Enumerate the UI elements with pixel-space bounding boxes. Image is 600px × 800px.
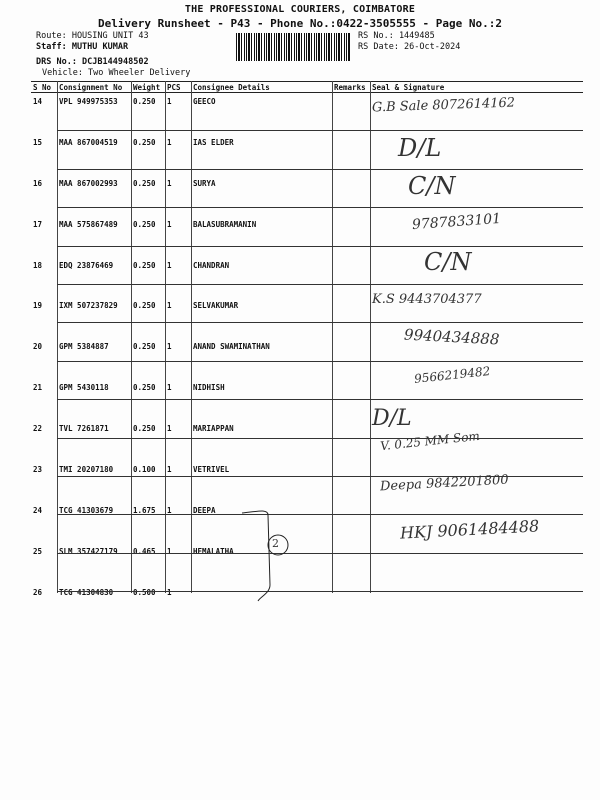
cell-weight: 0.250 [133,260,156,270]
cell-remarks [332,420,370,461]
cell-sno: 20 [33,342,43,352]
cell-pcs: 1 [167,505,172,515]
row-divider [57,130,583,131]
cell-sno: 26 [33,587,43,597]
signature-text: 9566219482 [413,364,491,386]
column-header: PCS [165,82,191,93]
cell-sno: 18 [33,260,43,270]
signature-text: G.B Sale 8072614162 [371,95,516,116]
cell-consignment: TCG 41304830 [59,587,114,597]
cell-consignee: SURYA [193,178,216,188]
cell-sno: 21 [33,383,43,393]
cell-pcs: 1 [167,342,172,352]
cell-pcs: 1 [167,97,172,106]
cell-sno: 14 [33,97,43,106]
cell-consignee: NIDHISH [193,383,225,393]
cell-pcs: 1 [167,546,172,556]
cell-pcs: 1 [167,178,172,188]
table-row [31,338,583,379]
cell-consignment: MAA 867002993 [59,178,118,188]
cell-consignee: BALASUBRAMANIN [193,219,257,229]
row-divider [57,284,583,285]
cell-consignee: CHANDRAN [193,260,230,270]
cell-consignment: TVL 7261871 [59,424,109,434]
cell-remarks [332,543,370,584]
annotation-number: 2 [272,537,279,550]
barcode [236,33,350,61]
signature-text: K.S 9443704377 [372,292,482,307]
cell-weight: 0.250 [133,301,156,311]
column-header: Consignee Details [191,82,332,93]
cell-sno: 25 [33,546,43,556]
cell-sno: 22 [33,424,43,434]
cell-signature [370,584,583,625]
cell-consignee: SELVAKUMAR [193,301,239,311]
staff-label: Staff: MUTHU KUMAR [36,42,129,52]
signature-text: V. 0.25 MM Som [379,428,481,454]
cell-weight: 0.500 [133,587,156,597]
cell-consignment: GPM 5430118 [59,383,109,393]
table-row [31,257,583,298]
cell-weight: 0.250 [133,219,156,229]
signature-text: 9787833101 [411,210,502,234]
cell-consignee: MARIAPPAN [193,424,234,434]
cell-weight: 0.250 [133,383,156,393]
cell-signature [370,175,583,216]
cell-remarks [332,338,370,379]
cell-remarks [332,297,370,338]
row-divider [57,553,583,554]
cell-consignment: EDQ 23876469 [59,260,114,270]
cell-sno: 23 [33,465,43,475]
row-divider [57,514,583,515]
cell-sno: 16 [33,178,43,188]
cell-consignee: IAS ELDER [193,137,234,147]
cell-consignment: GPM 5384887 [59,342,109,352]
pen-bracket-mark [240,505,300,605]
vehicle-label: Vehicle: Two Wheeler Delivery [42,68,191,78]
cell-weight: 0.250 [133,424,156,434]
cell-consignment: TMI 20207180 [59,465,114,475]
cell-remarks [332,584,370,625]
row-divider [57,591,583,592]
table-row [31,297,583,338]
cell-sno: 15 [33,137,43,147]
cell-signature [370,543,583,584]
cell-pcs: 1 [167,424,172,434]
signature-text: Deepa 9842201800 [379,472,510,495]
cell-weight: 0.465 [133,546,156,556]
column-divider [191,81,192,593]
rs-number: RS No.: 1449485 [358,31,435,41]
row-divider [57,246,583,247]
cell-pcs: 1 [167,465,172,475]
cell-consignment: IXM 507237829 [59,301,118,311]
cell-consignment: SLM 357427179 [59,546,118,556]
cell-weight: 0.250 [133,137,156,147]
cell-consignee: HEMALATHA [193,546,234,556]
column-header: Consignment No [57,82,131,93]
cell-sno: 17 [33,219,43,229]
signature-text: 9940434888 [403,325,500,349]
cell-remarks [332,502,370,543]
row-divider [57,169,583,170]
cell-consignment: MAA 575867489 [59,219,118,229]
column-divider [370,81,371,593]
runsheet-table [31,81,583,625]
cell-remarks [332,461,370,502]
cell-sno: 24 [33,505,43,515]
runsheet-subtitle: Delivery Runsheet - P43 - Phone No.:0422-3505555 - Page No.:2 [98,17,502,30]
row-divider [57,399,583,400]
column-header: Remarks [332,82,370,93]
cell-consignee: VETRIVEL [193,465,230,475]
cell-remarks [332,257,370,298]
cell-weight: 1.675 [133,505,156,515]
cell-consignee: DEEPA [193,505,216,515]
column-header: Weight [131,82,165,93]
cell-pcs: 1 [167,587,172,597]
cell-consignment: TCG 41303679 [59,505,114,515]
rs-date: RS Date: 26-Oct-2024 [358,42,461,52]
cell-pcs: 1 [167,219,172,229]
column-divider [165,81,166,593]
table-row [31,584,583,625]
row-divider [57,322,583,323]
cell-weight: 0.250 [133,97,156,106]
company-title: THE PROFESSIONAL COURIERS, COIMBATORE [184,4,416,15]
signature-text: HKJ 9061484488 [399,516,540,543]
cell-pcs: 1 [167,301,172,311]
cell-weight: 0.250 [133,342,156,352]
cell-remarks [332,93,370,134]
cell-pcs: 1 [167,260,172,270]
cell-consignment: VPL 949975353 [59,97,118,106]
cell-weight: 0.100 [133,465,156,475]
table-row [31,543,583,584]
table-header-row [31,82,583,93]
column-header: Seal & Signature [370,82,583,93]
cell-remarks [332,175,370,216]
column-divider [332,81,333,593]
row-divider [57,361,583,362]
cell-remarks [332,216,370,257]
route-label: Route: HOUSING UNIT 43 [36,31,149,41]
cell-consignee: ANAND SWAMINATHAN [193,342,270,352]
table-row [31,175,583,216]
column-header: S No [31,82,57,93]
signature-text: D/L [398,134,442,162]
cell-pcs: 1 [167,383,172,393]
signature-text: C/N [424,248,472,276]
cell-sno: 19 [33,301,43,311]
cell-consignee: GEECO [193,97,216,106]
table-row [31,420,583,461]
cell-weight: 0.250 [133,178,156,188]
column-divider [131,81,132,593]
signature-text: C/N [408,172,456,200]
row-divider [57,207,583,208]
row-divider [57,438,583,439]
column-divider [57,81,58,593]
signature-text: D/L [372,406,412,431]
cell-pcs: 1 [167,137,172,147]
drs-label: DRS No.: DCJB144948502 [36,57,149,67]
cell-consignment: MAA 867004519 [59,137,118,147]
